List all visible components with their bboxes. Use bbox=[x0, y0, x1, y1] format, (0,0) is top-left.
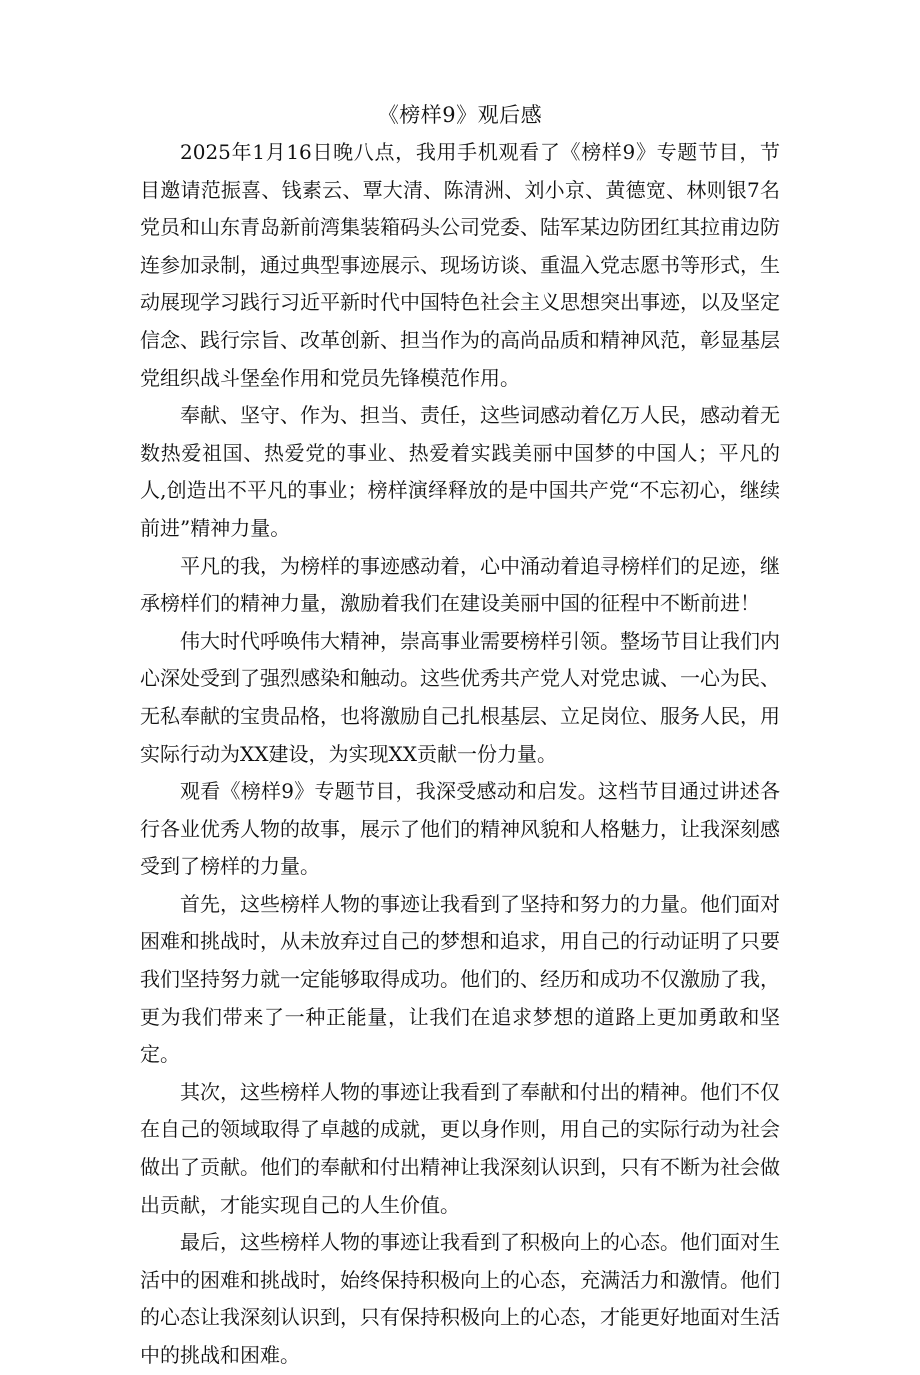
paragraph: 其次，这些榜样人物的事迹让我看到了奉献和付出的精神。他们不仅在自己的领域取得了卓越的成就，更以身作则，用自己的实际行动为社会做出了贡献。他们的奉献和付出精神让我深刻认识到，只有不断为社会做出贡献，才能实现自己的人生价值。 bbox=[140, 1079, 780, 1217]
paragraph: 伟大时代呼唤伟大精神，崇高事业需要榜样引领。整场节目让我们内心深处受到了强烈感染和触动。这些优秀共产党人对党忠诚、一心为民、无私奉献的宝贵品格，也将激励自己扎根基层、立足岗位、服务人民，用实际行动为XX建设，为实现XX贡献一份力量。 bbox=[140, 628, 780, 766]
paragraph: 首先，这些榜样人物的事迹让我看到了坚持和努力的力量。他们面对困难和挑战时，从未放弃过自己的梦想和追求，用自己的行动证明了只要我们坚持努力就一定能够取得成功。他们的、经历和成功不仅激励了我，更为我们带来了一种正能量，让我们在追求梦想的道路上更加勇敢和坚定。 bbox=[140, 891, 780, 1067]
paragraph: 最后，这些榜样人物的事迹让我看到了积极向上的心态。他们面对生活中的困难和挑战时，始终保持积极向上的心态，充满活力和激情。他们的心态让我深刻认识到，只有保持积极向上的心态，才能更好地面对生活中的挑战和困难。 bbox=[140, 1230, 780, 1367]
document-body bbox=[140, 134, 780, 1375]
paragraph: 观看《榜样9》专题节目，我深受感动和启发。这档节目通过讲述各行各业优秀人物的故事，展示了他们的精神风貌和人格魅力，让我深刻感受到了榜样的力量。 bbox=[140, 779, 780, 879]
document-title: 《榜样9》观后感 bbox=[377, 103, 543, 127]
paragraph: 平凡的我，为榜样的事迹感动着，心中涌动着追寻榜样们的足迹，继承榜样们的精神力量，激励着我们在建设美丽中国的征程中不断前进！ bbox=[140, 553, 780, 616]
paragraph: 奉献、坚守、作为、担当、责任，这些词感动着亿万人民，感动着无数热爱祖国、热爱党的事业、热爱着实践美丽中国梦的中国人；平凡的人,创造出不平凡的事业；榜样演绎释放的是中国共产党“不忘初心，继续前进”精神力量。 bbox=[140, 403, 780, 540]
paragraph: 2025年1月16日晚八点，我用手机观看了《榜样9》专题节目，节目邀请范振喜、钱素云、覃大清、陈清洲、刘小京、黄德宽、林则银7名党员和山东青岛新前湾集装箱码头公司党委、陆军某边防团红其拉甫边防连参加录制，通过典型事迹展示、现场访谈、重温入党志愿书等形式，生动展现学习践行习近平新时代中国特色社会主义思想突出事迹，以及坚定信念、践行宗旨、改革创新、担当作为的高尚品质和精神风范，彰显基层党组织战斗堡垒作用和党员先锋模范作用。 bbox=[140, 140, 780, 390]
